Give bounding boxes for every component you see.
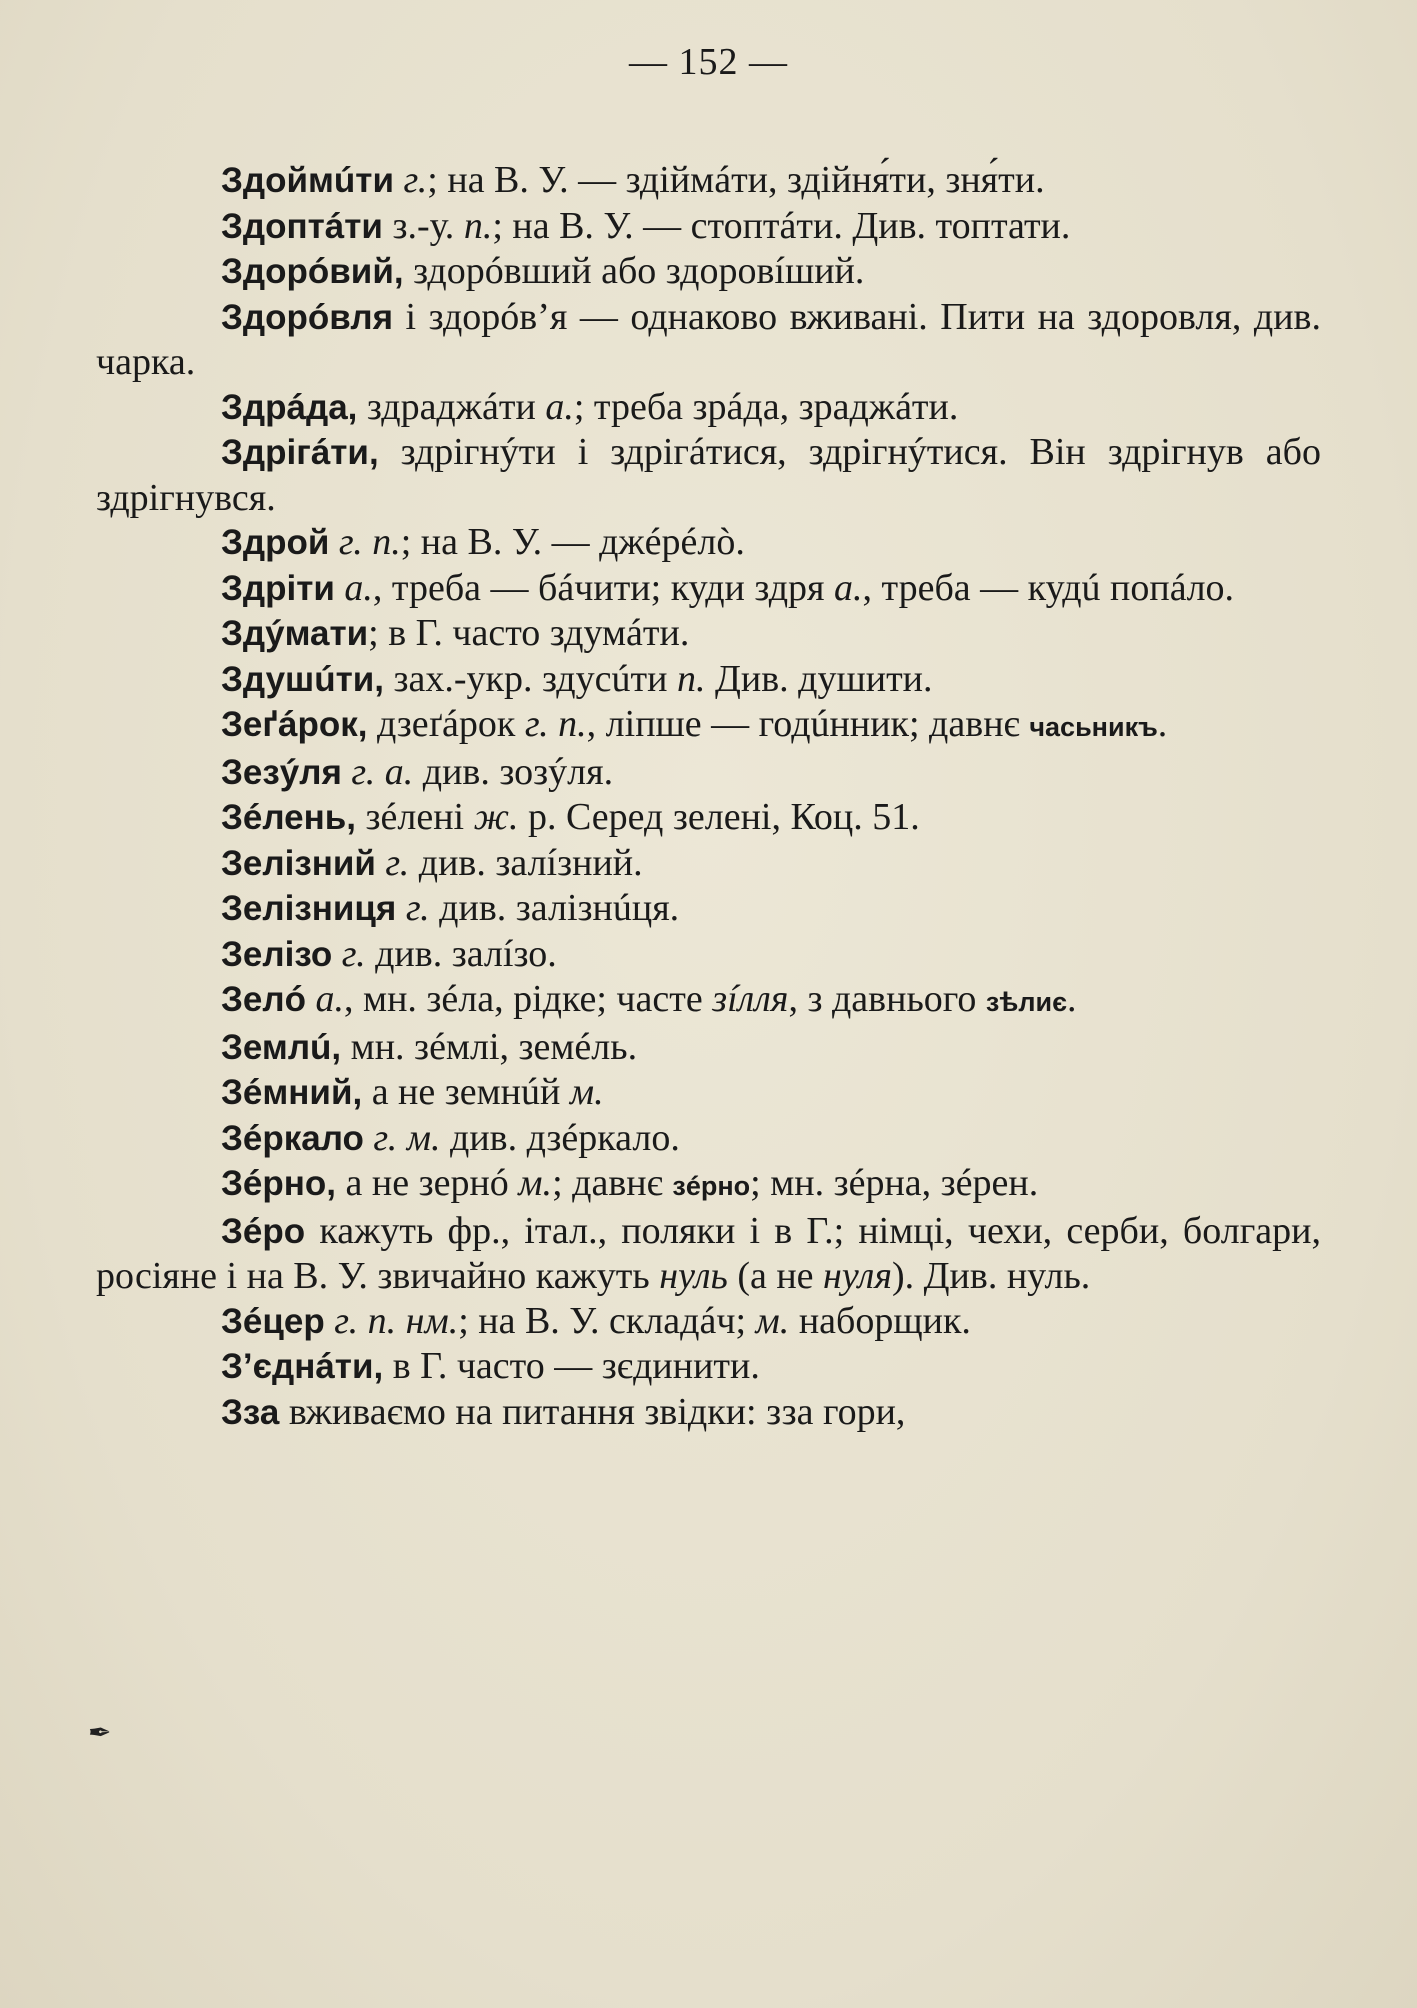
entry-headword: Здрáда, [221,387,358,427]
entry-headword: Зéркало [221,1118,364,1158]
entry-text: ; на В. У. — здіймáти, здійня́ти, зня́ти. [427,159,1045,201]
dictionary-entry [96,520,1321,566]
entry-abbreviation: а. [834,566,863,609]
entry-text: , треба — кудú попáло. [862,566,1235,609]
entry-text: мн. зéмлі, земéль. [341,1025,638,1068]
entry-headword: Зéро [221,1211,306,1251]
dictionary-entry [96,566,1321,612]
entry-abbreviation: г. м. [363,1116,441,1159]
entry-headword: Зéмний, [221,1073,363,1112]
entry-old-form: зéрно [672,1171,751,1201]
dictionary-entry [96,1209,1321,1299]
entry-headword: Землú, [221,1027,342,1067]
entry-text: вживаємо на питання звідки: зза гори, [279,1390,906,1433]
entry-headword: Здорóвий, [221,252,404,291]
entry-headword: Здорóвля [221,297,393,337]
entry-text: з.-у. [382,204,464,247]
entry-headword: Здоймúти [221,161,394,200]
entry-text: в Г. часто — зєдинити. [383,1345,760,1387]
entry-abbreviation: ж. [473,796,519,838]
entry-text: зéлені [356,796,474,838]
entry-abbreviation: г. п. [524,703,587,745]
entry-text: (а не [727,1255,824,1297]
entry-headword: Зеґáрок, [221,705,368,744]
entry-abbreviation: п. [463,204,493,247]
entry-text: ). Див. нуль. [891,1255,1091,1297]
entry-headword: Зелізо [221,934,333,974]
entry-abbreviation: г. [393,159,428,201]
entry-text: , ліпше — годúнник; давнє [586,703,1030,745]
entry-list [96,158,1321,1435]
entry-abbreviation: а. [334,566,373,609]
entry-headword: Здоптáти [221,206,383,246]
entry-text: дзеґáрок [367,703,525,745]
entry-old-form: часьникъ [1029,712,1158,742]
entry-abbreviation: г. п. [329,521,401,563]
entry-abbreviation: м. [518,1162,553,1204]
page-number: — 152 — [629,41,788,83]
entry-text: див. залíзний. [409,841,643,884]
entry-text: а не зернó [336,1162,519,1204]
entry-headword: З’єднáти, [221,1347,384,1386]
entry-text: , треба — бáчити; куди здря [372,566,835,609]
entry-abbreviation: г. п. нм. [324,1299,459,1342]
entry-abbreviation: г. [375,841,410,884]
entry-headword: Здріти [221,568,335,608]
entry-text: див. дзéркало. [440,1116,680,1159]
dictionary-entry [96,750,1321,796]
entry-abbreviation: п. [676,657,706,700]
entry-text: див. залíзо. [365,932,557,975]
entry-text: р. Серед зелені, Коц. 51. [518,796,920,838]
entry-headword: Зезýля [221,752,342,792]
dictionary-entry [96,841,1321,887]
entry-headword: Зза [221,1392,280,1432]
entry-text: ; на В. У. — джéрéлò. [400,521,745,563]
entry-abbreviation: г. а. [341,750,414,793]
entry-text: див. зозýля. [413,750,614,793]
entry-text: ; на В. У. складáч; [458,1299,756,1342]
entry-text: ; на В. У. — стоптáти. Див. топтати. [492,204,1071,247]
entry-text: Див. душити. [705,657,933,700]
entry-abbreviation: нуль [659,1255,728,1297]
entry-headword: Зелізниця [221,889,397,928]
entry-headword: Здушúти, [221,659,384,699]
entry-headword: Здрігáти, [221,433,379,472]
dictionary-entry [96,1390,1321,1436]
entry-headword: Здýмати [221,614,369,653]
dictionary-entry [96,886,1321,932]
dictionary-entry [96,657,1321,703]
entry-text: здраджáти [357,385,546,428]
dictionary-entry [96,1116,1321,1162]
dictionary-entry [96,932,1321,978]
dictionary-entry [96,1299,1321,1345]
dictionary-entry [96,204,1321,250]
entry-text: здрігнýти і здрігáтися, здрігнýтися. Він здрігнув або здрігнувся. [96,431,1321,519]
entry-headword: Здрой [221,523,330,562]
entry-text: див. залізнúця. [429,887,680,929]
entry-abbreviation: а. [306,978,345,1020]
entry-abbreviation: м. [569,1071,604,1113]
dictionary-entry [96,1344,1321,1390]
dictionary-entry [96,158,1321,204]
entry-text: а не земнúй [362,1071,570,1113]
entry-headword: Зéцер [221,1301,325,1341]
entry-text: і здорóв’я — однаково вживані. Пити на здоровля, див. чарка. [96,295,1321,383]
dictionary-entry [96,249,1321,295]
dictionary-entry [96,1161,1321,1209]
dictionary-entry [96,1070,1321,1116]
entry-abbreviation: г. [396,887,430,929]
entry-text: , мн. зéла, рідке; часте [344,978,713,1020]
entry-text: кажуть фр., італ., поляки і в Г.; німці, чехи, серби, болгари, росіяне і на В. У. звичайно кажуть [96,1209,1321,1297]
entry-text: , з давнього [788,978,986,1020]
pointing-hand-icon: ✒ [88,1718,112,1749]
entry-old-form: зѣлиє [985,987,1067,1017]
entry-text: . [1066,978,1077,1020]
dictionary-entry [96,430,1321,520]
entry-text: ; в Г. часто здумáти. [368,612,690,654]
entry-abbreviation: г. [332,932,366,975]
entry-headword: Зéлень, [221,798,357,837]
dictionary-entry [96,1025,1321,1071]
dictionary-entry [96,611,1321,657]
dictionary-entry [96,385,1321,431]
entry-text: ; давнє [552,1162,673,1204]
entry-abbreviation: зíлля [712,978,789,1020]
entry-text: . [1157,703,1168,745]
dictionary-entry [96,977,1321,1025]
entry-text: здорóвший або здоровíший. [403,250,865,292]
entry-abbreviation: а. [545,385,574,428]
entry-abbreviation: м. [755,1299,790,1342]
entry-text: зах.-укр. здусúти [383,657,677,700]
dictionary-entry [96,702,1321,750]
entry-text: ; треба зрáда, зраджáти. [573,385,959,428]
entry-headword: Зелізний [221,843,376,883]
entry-text: ; мн. зéрна, зéрен. [750,1162,1039,1204]
entry-abbreviation: нуля [823,1255,892,1297]
dictionary-entry [96,295,1321,385]
dictionary-entry [96,795,1321,841]
entry-headword: Зелó [221,980,307,1019]
entry-headword: Зéрно, [221,1164,337,1203]
entry-text: наборщик. [789,1299,971,1342]
